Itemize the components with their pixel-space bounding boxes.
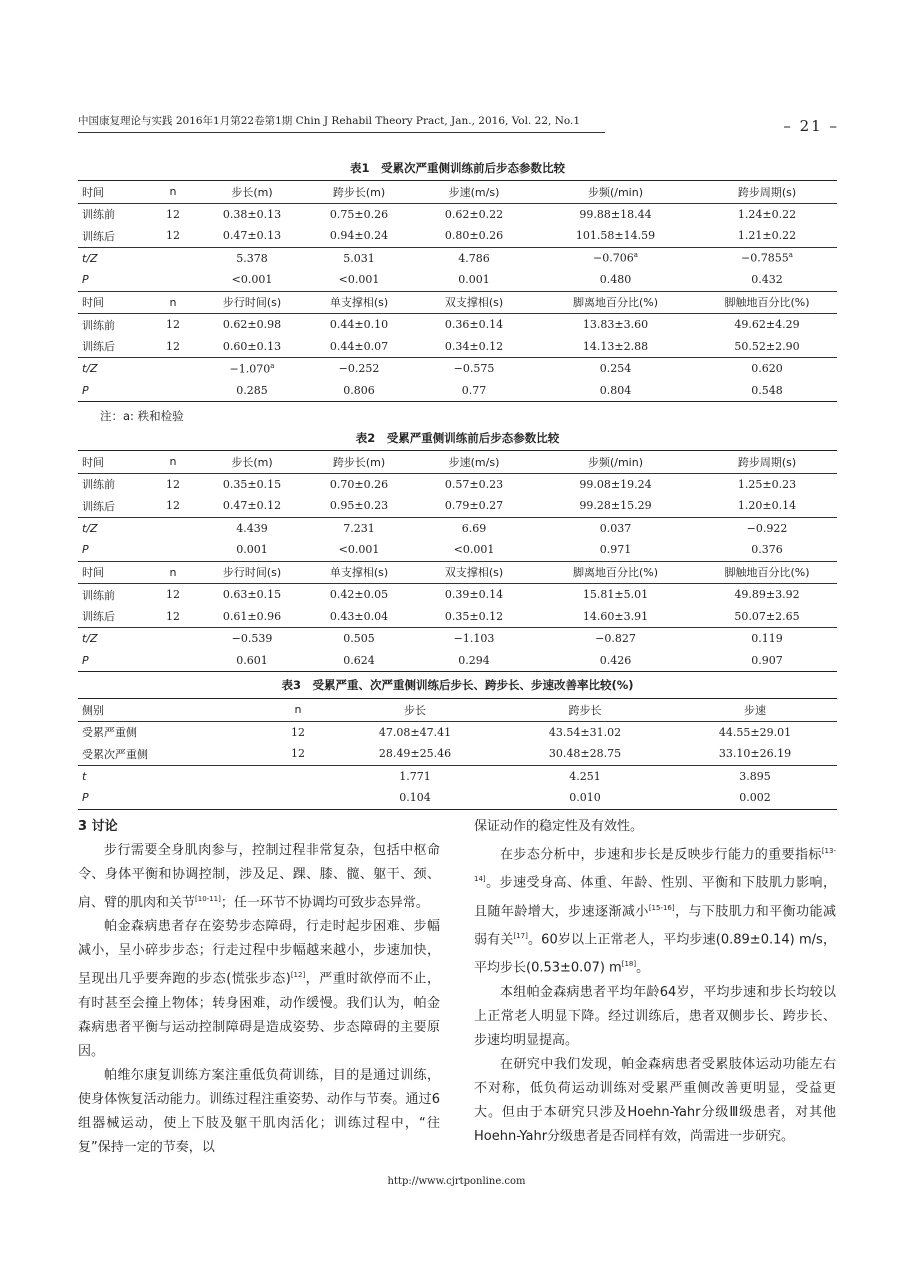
table-cell: 0.63±0.15 (200, 584, 304, 606)
table-row (78, 336, 837, 358)
table-row (78, 314, 837, 336)
table-cell: −0.252 (304, 358, 414, 380)
table-cell: 6.69 (414, 517, 534, 539)
table-cell: 0.38±0.13 (200, 203, 304, 225)
table-cell (146, 358, 200, 380)
table-cell: 50.07±2.65 (734, 609, 800, 623)
row-label: 训练前 (78, 473, 146, 495)
column-header: 脚触地百分比(%) (697, 561, 837, 584)
table-cell: 0.376 (751, 543, 783, 557)
column-header: 跨步长(m) (304, 181, 414, 204)
column-header: 侧别 (78, 699, 263, 722)
table-cell (146, 269, 200, 291)
table-cell: 99.28±15.29 (579, 499, 652, 513)
table-cell: 0.804 (534, 380, 697, 402)
table1-caption: 表1 受累次严重侧训练前后步态参数比较 (350, 161, 565, 175)
row-label: t/Z (78, 517, 146, 539)
column-header: 步速 (673, 699, 837, 722)
table-cell: −0.7855$^a$ (697, 247, 837, 269)
column-header: 脚触地百分比(%) (697, 291, 837, 314)
table-cell: 0.432 (751, 273, 783, 287)
table-cell: 5.031 (304, 247, 414, 269)
row-label: 受累次严重侧 (82, 747, 148, 761)
table-row (78, 380, 837, 402)
header-row (78, 561, 837, 584)
column-header: n (146, 561, 200, 584)
table-row (78, 473, 837, 495)
paragraph: 在研究中我们发现，帕金森病患者受累肢体运动功能左右不对称，低负荷运动训练对受累严重侧改善更明显，受益更大。但由于本研究只涉及Hoehn-Yahr分级Ⅲ级患者，对其他Hoehn-Yahr分级患者是否同样有效，尚需进一步研究。 (474, 1056, 836, 1144)
table-cell: 12 (166, 499, 180, 513)
column-header: 时间 (78, 561, 146, 584)
table-cell: 12 (166, 609, 180, 623)
table-row (78, 247, 837, 269)
table-cell (146, 628, 200, 650)
running-header: 中国康复理论与实践 2016年1月第22卷第1期 Chin J Rehabil Theory Pract, Jan., 2016, Vol. 22, No.1 (78, 115, 581, 127)
row-label: 训练后 (82, 610, 115, 624)
table-cell: 1.24±0.22 (697, 203, 837, 225)
column-header: n (263, 699, 333, 722)
column-header: 步频(/min) (534, 451, 697, 474)
table-cell: 0.39±0.14 (414, 584, 534, 606)
table-cell: 4.439 (200, 517, 304, 539)
header-row (78, 699, 837, 722)
table-cell: 14.13±2.88 (582, 339, 649, 353)
column-header: 步长(m) (200, 451, 304, 474)
table-cell: 4.786 (414, 247, 534, 269)
section-heading: 3 讨论 (78, 819, 118, 834)
table-cell: −1.070$^a$ (200, 358, 304, 380)
table-cell: 0.36±0.14 (414, 314, 534, 336)
header-row (78, 451, 837, 474)
table-cell: 0.548 (697, 380, 837, 402)
table-cell: 12 (146, 584, 200, 606)
column-header: 步频(/min) (534, 181, 697, 204)
column-header: 步速(m/s) (414, 181, 534, 204)
table-cell: 0.47±0.13 (222, 229, 282, 243)
table-row (78, 584, 837, 606)
table-cell: 1.771 (333, 765, 497, 787)
table-cell: 0.254 (534, 358, 697, 380)
header-rule (78, 132, 605, 133)
table3-caption: 表3 受累严重、次严重侧训练后步长、跨步长、步速改善率比较(%) (281, 678, 634, 692)
table-cell: −0.575 (414, 358, 534, 380)
table-cell: 0.426 (534, 650, 697, 672)
table-cell: <0.001 (453, 543, 495, 557)
table-cell: 0.620 (697, 358, 837, 380)
table-cell: 12 (146, 203, 200, 225)
row-label: 训练后 (82, 499, 115, 513)
table-row (78, 765, 837, 787)
discussion-right-column (474, 815, 836, 1149)
header-row (78, 181, 837, 204)
table-cell: 12 (146, 473, 200, 495)
table-row (78, 517, 837, 539)
paragraph: 帕维尔康复训练方案注重低负荷训练，目的是通过训练，使身体恢复活动能力。训练过程注重姿势、动作与节奏。通过6组器械运动，使上下肢及躯干肌肉活化；训练过程中，“往复”保持一定的节奏，以 (78, 1067, 440, 1155)
table-row (78, 606, 837, 628)
table-cell: 30.48±28.75 (548, 747, 622, 761)
discussion-left-column (78, 815, 440, 1160)
row-label: t (78, 765, 263, 787)
table-cell: 0.971 (599, 543, 632, 557)
table-cell: <0.001 (231, 273, 273, 287)
table-cell: −0.539 (200, 628, 304, 650)
table-cell: 7.231 (304, 517, 414, 539)
table-cell (146, 539, 200, 561)
table-cell: 0.505 (304, 628, 414, 650)
table1-note: 注：a: 秩和检验 (100, 409, 184, 423)
table-cell: 5.378 (200, 247, 304, 269)
column-header: 时间 (78, 291, 146, 314)
table-row (78, 358, 837, 380)
table-cell: 0.42±0.05 (304, 584, 414, 606)
table-cell: 0.62±0.22 (414, 203, 534, 225)
table-cell: 1.25±0.23 (697, 473, 837, 495)
table-cell (146, 650, 200, 672)
footer-url: http://www.cjrtponline.com (387, 1176, 526, 1187)
table-cell: 3.895 (673, 765, 837, 787)
row-label: P (82, 273, 89, 287)
table-cell: 0.285 (200, 380, 304, 402)
paragraph: 在步态分析中，步速和步长是反映步行能力的重要指标[13-14]。步速受身高、体重、年龄、性别、平衡和下肢肌力影响，且随年龄增大，步速逐渐减小[15-16]，与下肢肌力和平衡功能减弱有关[17]。60岁以上正常老人，平均步速(0.89±0.14) m/s，平均步长(0.53±0.07) m[18]。 (474, 847, 836, 976)
column-header: n (146, 451, 200, 474)
table-cell: 0.119 (697, 628, 837, 650)
table-row (78, 743, 837, 765)
row-label: P (82, 543, 89, 557)
table-cell: 0.001 (236, 543, 268, 557)
table-cell: −0.922 (697, 517, 837, 539)
table-cell: 0.104 (333, 787, 497, 809)
table-cell: 50.52±2.90 (734, 339, 800, 353)
table-cell: 33.10±26.19 (718, 747, 792, 761)
table-cell: −1.103 (414, 628, 534, 650)
table-cell: 99.08±19.24 (534, 473, 697, 495)
table-cell: 0.037 (534, 517, 697, 539)
table-cell: 0.35±0.15 (200, 473, 304, 495)
column-header: 单支撑相(s) (304, 561, 414, 584)
column-header: 步行时间(s) (200, 291, 304, 314)
table-cell: 0.480 (599, 273, 632, 287)
row-label: P (78, 787, 263, 809)
table-cell: 1.21±0.22 (737, 229, 797, 243)
row-label: t/Z (78, 358, 146, 380)
table-cell: 0.57±0.23 (414, 473, 534, 495)
table-cell: 0.002 (673, 787, 837, 809)
row-label: P (78, 650, 146, 672)
table-cell: 0.294 (414, 650, 534, 672)
paragraph: 本组帕金森病患者平均年龄64岁，平均步速和步长均较以上正常老人明显下降。经过训练后，患者双侧步长、跨步长、步速均明显提高。 (474, 984, 836, 1048)
table1 (78, 180, 837, 402)
table-cell: <0.001 (338, 273, 380, 287)
row-label: 受累严重侧 (78, 721, 263, 743)
row-label: 训练前 (78, 584, 146, 606)
column-header: n (146, 181, 200, 204)
table-cell: 0.70±0.26 (304, 473, 414, 495)
table-cell: 43.54±31.02 (497, 721, 673, 743)
column-header: 脚离地百分比(%) (534, 291, 697, 314)
table-cell: 4.251 (497, 765, 673, 787)
column-header: 时间 (78, 451, 146, 474)
column-header: 单支撑相(s) (304, 291, 414, 314)
table-row (78, 787, 837, 809)
column-header: 跨步周期(s) (697, 451, 837, 474)
paragraph: 步行需要全身肌肉参与，控制过程非常复杂，包括中枢命令、身体平衡和协调控制，涉及足、踝、膝、髋、躯干、颈、肩、臂的肌肉和关节[10-11]；任一环节不协调均可致步态异常。 (78, 843, 440, 911)
table-row (78, 628, 837, 650)
row-label: t/Z (78, 628, 146, 650)
column-header: 跨步周期(s) (697, 181, 837, 204)
table-cell (146, 247, 200, 269)
row-label: 训练前 (78, 203, 146, 225)
table-cell: 0.43±0.04 (329, 609, 389, 623)
row-label: 训练前 (78, 314, 146, 336)
table-cell: 44.55±29.01 (673, 721, 837, 743)
column-header: 步速(m/s) (414, 451, 534, 474)
table-cell: 0.80±0.26 (444, 229, 504, 243)
table-row (78, 225, 837, 247)
column-header: 跨步长(m) (304, 451, 414, 474)
table-row (78, 495, 837, 517)
table-cell: 12 (166, 339, 180, 353)
column-header: 双支撑相(s) (414, 561, 534, 584)
table-cell: 0.44±0.07 (329, 339, 389, 353)
table-cell: 14.60±3.91 (582, 609, 649, 623)
table-row (78, 539, 837, 561)
table-cell: −0.706$^a$ (534, 247, 697, 269)
row-label: P (78, 380, 146, 402)
table-cell: 47.08±47.41 (333, 721, 497, 743)
table-cell: 0.62±0.98 (200, 314, 304, 336)
column-header: 双支撑相(s) (414, 291, 534, 314)
table-row (78, 721, 837, 743)
row-label: 训练后 (82, 340, 115, 354)
table-row (78, 269, 837, 291)
table2-caption: 表2 受累严重侧训练前后步态参数比较 (355, 431, 560, 445)
table-cell: 13.83±3.60 (534, 314, 697, 336)
table-cell (263, 787, 333, 809)
table-cell: 0.806 (304, 380, 414, 402)
table-cell: 0.60±0.13 (222, 339, 282, 353)
table-row (78, 650, 837, 672)
table-cell: 28.49±25.46 (378, 747, 452, 761)
table-cell: 0.001 (458, 273, 490, 287)
table-cell: 0.601 (200, 650, 304, 672)
page-number: – 21 – (783, 117, 839, 135)
table-cell (263, 765, 333, 787)
table-cell: 0.95±0.23 (329, 499, 389, 513)
table-cell: 49.62±4.29 (697, 314, 837, 336)
header-row (78, 291, 837, 314)
table-cell: 0.61±0.96 (222, 609, 282, 623)
column-header: n (146, 291, 200, 314)
column-header: 时间 (78, 181, 146, 204)
table-cell: 49.89±3.92 (697, 584, 837, 606)
table-cell: 12 (291, 747, 305, 761)
table-cell: 0.010 (497, 787, 673, 809)
table-cell: <0.001 (338, 543, 380, 557)
paragraph: 帕金森病患者存在姿势步态障碍，行走时起步困难、步幅减小，呈小碎步步态；行走过程中步幅越来越小，步速加快，呈现出几乎要奔跑的步态(慌张步态)[12]，严重时欲停而不止，有时甚至会撞上物体；转身困难，动作缓慢。我们认为，帕金森病患者平衡与运动控制障碍是造成姿势、步态障碍的主要原因。 (78, 919, 440, 1059)
table-cell: 12 (166, 229, 180, 243)
table3 (78, 698, 837, 810)
table-cell: 101.58±14.59 (575, 229, 656, 243)
table-cell: 12 (263, 721, 333, 743)
table-cell: 0.35±0.12 (444, 609, 504, 623)
table-cell: 0.47±0.12 (222, 499, 282, 513)
column-header: 步长 (333, 699, 497, 722)
table-cell: 1.20±0.14 (737, 499, 797, 513)
table-cell: 0.75±0.26 (304, 203, 414, 225)
paragraph-continuation: 保证动作的稳定性及有效性。 (474, 819, 644, 834)
table-cell: 15.81±5.01 (534, 584, 697, 606)
table-cell (146, 517, 200, 539)
table-cell: −0.827 (534, 628, 697, 650)
table-cell: 0.77 (414, 380, 534, 402)
row-label: t/Z (78, 247, 146, 269)
table-cell: 0.79±0.27 (444, 499, 504, 513)
column-header: 跨步长 (497, 699, 673, 722)
table-cell: 0.44±0.10 (304, 314, 414, 336)
table2 (78, 450, 837, 672)
table-cell: 0.94±0.24 (329, 229, 389, 243)
table-row (78, 203, 837, 225)
table-cell: 99.88±18.44 (534, 203, 697, 225)
table-cell: 0.907 (697, 650, 837, 672)
table-cell (146, 380, 200, 402)
table-cell: 12 (146, 314, 200, 336)
column-header: 步行时间(s) (200, 561, 304, 584)
table-cell: 0.34±0.12 (444, 339, 504, 353)
column-header: 脚离地百分比(%) (534, 561, 697, 584)
row-label: 训练后 (82, 229, 115, 243)
table-cell: 0.624 (304, 650, 414, 672)
column-header: 步长(m) (200, 181, 304, 204)
